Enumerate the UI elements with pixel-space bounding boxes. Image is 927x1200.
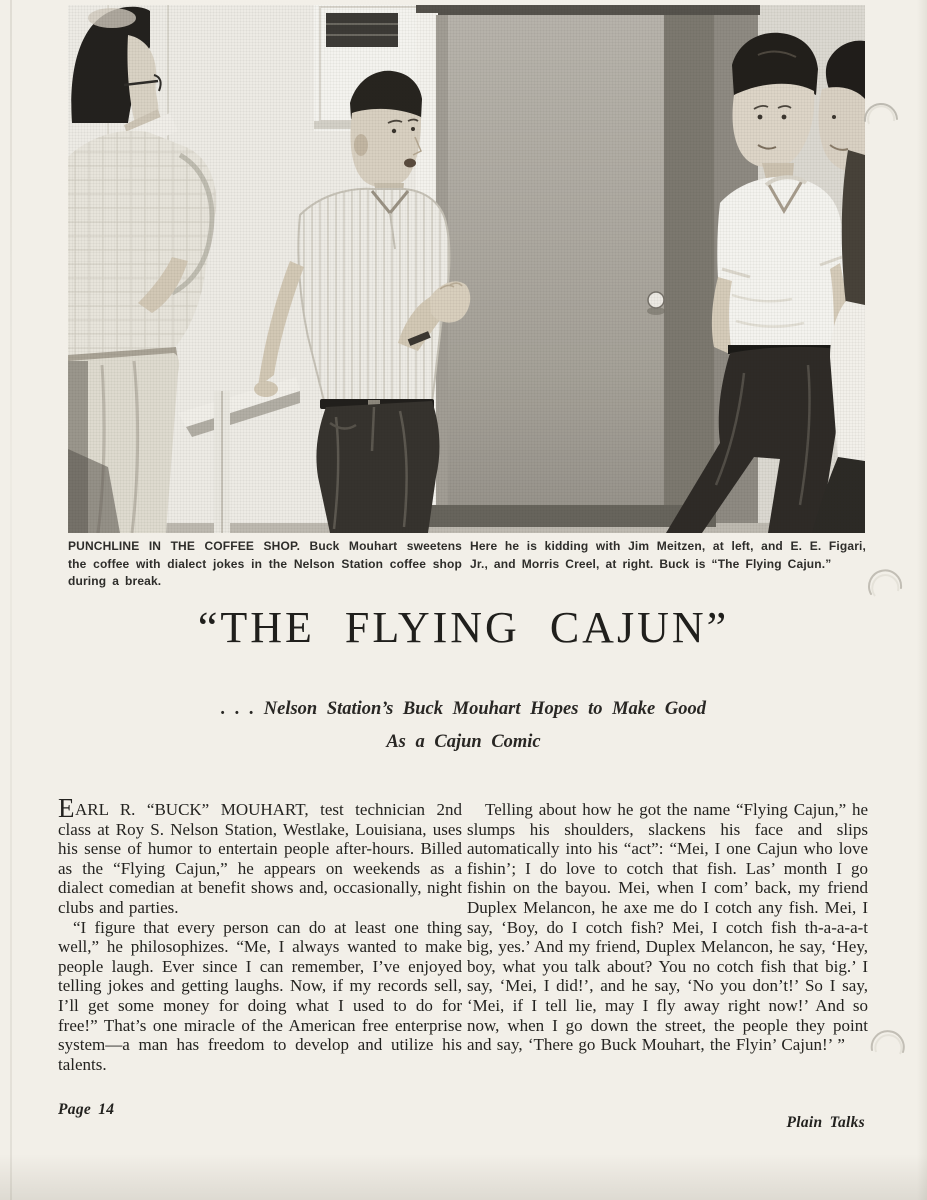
photo-illustration (68, 5, 865, 533)
hole-punch-top-icon (859, 95, 903, 139)
body-column-left (58, 793, 462, 1074)
door (416, 5, 760, 525)
page-bottom-shade (0, 1154, 927, 1200)
open-mouth (404, 159, 416, 168)
caption-right: Here he is kidding with Jim Meitzen, at left, and E. E. Figari, Jr., and Morris Creel, at right. Buck is “The Flying Cajun.” (470, 539, 866, 571)
article-subtitle-line2: As a Cajun Comic (386, 732, 541, 752)
photo (68, 5, 865, 533)
caption-left: PUNCHLINE IN THE COFFEE SHOP. Buck Mouhart sweetens the coffee with dialect jokes in the Nelson Station coffee shop during a break. (68, 539, 462, 588)
lead-initial: E (58, 793, 75, 823)
article-subtitle-line1: . . . Nelson Station’s Buck Mouhart Hopes to Make Good (221, 699, 706, 719)
page-right-shade (917, 0, 927, 1200)
paragraph-lead (58, 793, 462, 918)
page-crease (10, 0, 12, 1200)
hole-punch-bottom-icon (867, 1026, 911, 1070)
paragraph-lead-text: ARL R. “BUCK” MOUHART, test technician 2nd class at Roy S. Nelson Station, Westlake, Louisiana, uses his sense of humor to entertain people after-hours. Billed as the “Flying Cajun,” he appears on weekends as a dialect comedian at benefit shows and, occasionally, night clubs and parties. (58, 800, 462, 917)
paragraph-quote: “I figure that every person can do at least one thing well,” he philosophizes. “Me, I always wanted to make people laugh. Ever since I can remember, I’ve enjoyed telling jokes and getting laughs. Now, if my records sell, I’ll get some money for doing what I used to do for free!” That’s one miracle of the American free enterprise system—a man has freedom to develop and utilize his talents. (58, 917, 462, 1074)
article-title: “THE FLYING CAJUN” (197, 603, 730, 652)
footer-page-number: Page 14 (58, 1101, 115, 1118)
body-column-right (467, 800, 868, 1055)
paragraph-story: Telling about how he got the name “Flying Cajun,” he slumps his shoulders, slackens his face and slips automatically into his “act”: “Mei, I one Cajun who love fishin’; I do love to cotch that fish. Las’ month I go fishin on the bayou. Mei, when I com’ back, my friend Duplex Melancon, he axe me do I cotch any fish. Mei, I say, ‘Boy, do I cotch fish? Mei, I cotch fish th-a-a-a-t big, yes.’ And my friend, Duplex Melancon, he say, ‘Hey, boy, what you talk about? You no cotch fish that big.’ I say, ‘Mei, I did!’, and he say, ‘No you don’t!’ So I say, ‘Mei, if I tell lie, may I fly away right now!’ And so now, when I go down the street, the people they point and say, ‘There go Buck Mouhart, the Flyin’ Cajun!’ ” (467, 800, 868, 1055)
ear (354, 134, 368, 156)
hole-punch-middle-icon (864, 566, 908, 610)
footer-magazine-name: Plain Talks (786, 1114, 865, 1131)
doorknob (648, 292, 664, 308)
